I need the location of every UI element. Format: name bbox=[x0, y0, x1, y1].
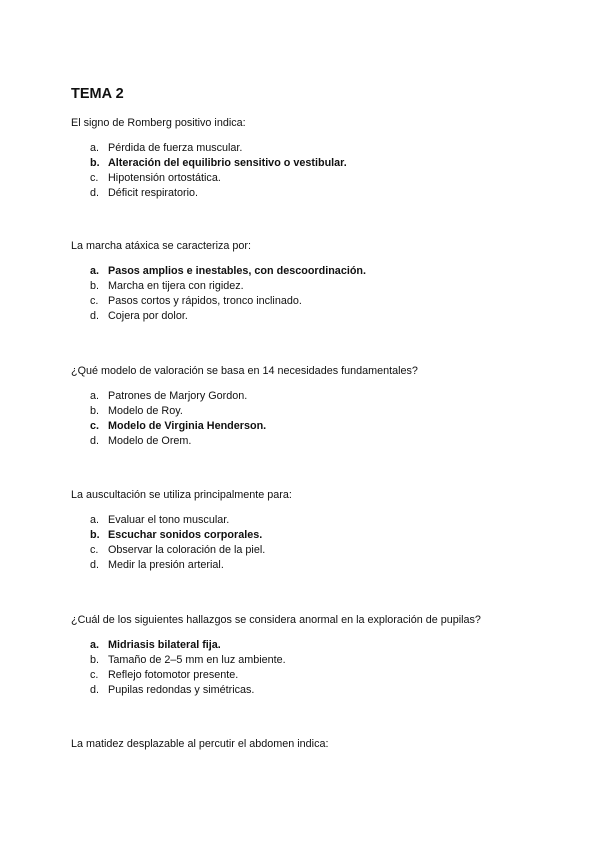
option-text: Marcha en tijera con rigidez. bbox=[108, 280, 244, 292]
option-b-correct bbox=[90, 156, 347, 171]
option-text: Escuchar sonidos corporales. bbox=[108, 529, 263, 541]
option-letter: d. bbox=[90, 435, 100, 447]
options-list bbox=[90, 513, 265, 573]
option-letter: c. bbox=[90, 544, 99, 556]
option-text: Alteración del equilibrio sensitivo o vestibular. bbox=[108, 157, 347, 169]
option-text: Modelo de Orem. bbox=[108, 435, 192, 447]
option-text: Observar la coloración de la piel. bbox=[108, 544, 266, 556]
option-a-correct bbox=[90, 264, 366, 279]
option-d bbox=[90, 186, 347, 201]
option-text: Hipotensión ortostática. bbox=[108, 172, 221, 184]
option-text: Tamaño de 2–5 mm en luz ambiente. bbox=[108, 654, 286, 666]
option-text: Pasos amplios e inestables, con descoordinación. bbox=[108, 265, 367, 277]
option-letter: b. bbox=[90, 157, 100, 169]
option-c bbox=[90, 668, 286, 683]
option-letter: d. bbox=[90, 310, 100, 322]
question-text: La matidez desplazable al percutir el abdomen indica: bbox=[71, 738, 329, 750]
option-a bbox=[90, 389, 266, 404]
option-c bbox=[90, 543, 265, 558]
option-d bbox=[90, 558, 265, 573]
options-list bbox=[90, 638, 286, 698]
option-letter: c. bbox=[90, 669, 99, 681]
option-text: Déficit respiratorio. bbox=[108, 187, 199, 199]
page-title: TEMA 2 bbox=[71, 86, 124, 102]
option-a bbox=[90, 141, 347, 156]
option-letter: b. bbox=[90, 405, 100, 417]
question-2 bbox=[71, 239, 367, 322]
option-letter: b. bbox=[90, 529, 100, 541]
option-a-correct bbox=[90, 638, 286, 653]
option-letter: a. bbox=[90, 142, 100, 154]
option-a bbox=[90, 513, 265, 528]
option-letter: a. bbox=[90, 265, 100, 277]
option-letter: a. bbox=[90, 390, 100, 402]
question-text: ¿Qué modelo de valoración se basa en 14 necesidades fundamentales? bbox=[71, 365, 418, 377]
option-text: Midriasis bilateral fija. bbox=[108, 639, 221, 651]
option-text: Cojera por dolor. bbox=[108, 310, 188, 322]
question-3 bbox=[71, 364, 418, 447]
option-text: Modelo de Virginia Henderson. bbox=[108, 420, 267, 432]
option-letter: c. bbox=[90, 295, 99, 307]
option-letter: b. bbox=[90, 654, 100, 666]
question-4 bbox=[71, 488, 292, 571]
option-text: Pupilas redondas y simétricas. bbox=[108, 684, 255, 696]
option-letter: c. bbox=[90, 420, 100, 432]
question-text: La auscultación se utiliza principalmente para: bbox=[71, 489, 292, 501]
option-letter: a. bbox=[90, 639, 100, 651]
option-b bbox=[90, 653, 286, 668]
option-letter: d. bbox=[90, 559, 100, 571]
option-letter: c. bbox=[90, 172, 99, 184]
question-text: La marcha atáxica se caracteriza por: bbox=[71, 240, 252, 252]
option-b-correct bbox=[90, 528, 265, 543]
option-b bbox=[90, 279, 366, 294]
question-text: ¿Cuál de los siguientes hallazgos se considera anormal en la exploración de pupilas? bbox=[71, 614, 481, 626]
option-text: Pasos cortos y rápidos, tronco inclinado. bbox=[108, 295, 302, 307]
option-text: Evaluar el tono muscular. bbox=[108, 514, 230, 526]
option-c bbox=[90, 294, 366, 309]
question-5 bbox=[71, 613, 481, 696]
question-6 bbox=[71, 737, 328, 751]
option-text: Medir la presión arterial. bbox=[108, 559, 224, 571]
option-letter: b. bbox=[90, 280, 100, 292]
option-b bbox=[90, 404, 266, 419]
option-text: Modelo de Roy. bbox=[108, 405, 183, 417]
option-c-correct bbox=[90, 419, 266, 434]
options-list bbox=[90, 141, 347, 201]
option-text: Reflejo fotomotor presente. bbox=[108, 669, 239, 681]
option-c bbox=[90, 171, 347, 186]
option-text: Patrones de Marjory Gordon. bbox=[108, 390, 248, 402]
options-list bbox=[90, 264, 366, 324]
option-text: Pérdida de fuerza muscular. bbox=[108, 142, 243, 154]
option-d bbox=[90, 434, 266, 449]
option-d bbox=[90, 683, 286, 698]
question-text: El signo de Romberg positivo indica: bbox=[71, 117, 246, 129]
options-list bbox=[90, 389, 266, 449]
question-1 bbox=[71, 116, 347, 199]
option-letter: d. bbox=[90, 187, 100, 199]
option-letter: a. bbox=[90, 514, 100, 526]
option-letter: d. bbox=[90, 684, 100, 696]
option-d bbox=[90, 309, 366, 324]
